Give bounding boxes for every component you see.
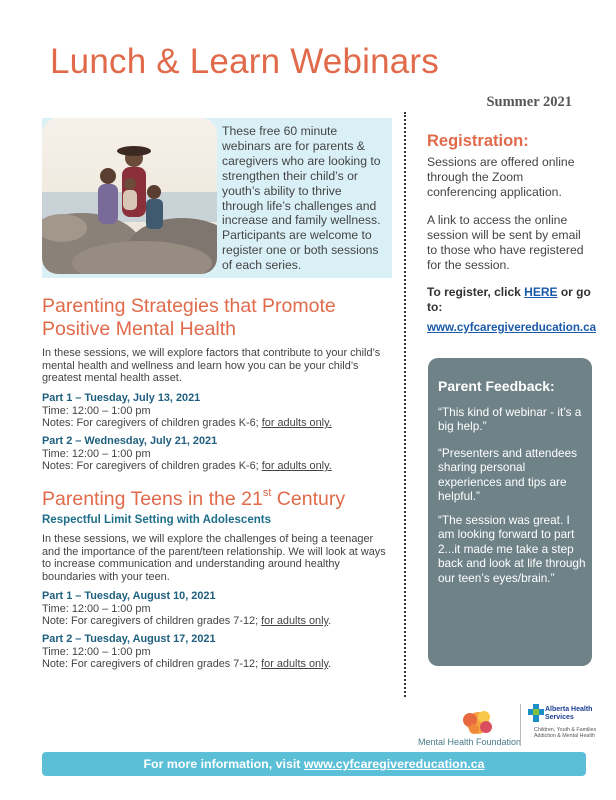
season-label: Summer 2021 — [486, 94, 572, 110]
adults-only-link: for adults only. — [261, 417, 332, 430]
part-time: Time: 12:00 – 1:00 pm — [42, 447, 151, 460]
section2-subtitle: Respectful Limit Setting with Adolescents — [42, 514, 271, 526]
part-time: Time: 12:00 – 1:00 pm — [42, 404, 151, 417]
page-title: Lunch & Learn Webinars — [50, 42, 439, 81]
part-notes: Notes: For caregivers of children grades K-6; — [42, 460, 262, 473]
registration-title: Registration: — [427, 132, 529, 150]
footer-url-link[interactable]: www.cyfcaregivereducation.ca — [303, 757, 485, 771]
registration-para1: Sessions are offered online through the Zoom conferencing application. — [427, 155, 575, 199]
part-heading: Part 2 – Tuesday, August 17, 2021 — [42, 633, 216, 645]
feedback-title: Parent Feedback: — [438, 378, 555, 394]
part-notes: Notes: For caregivers of children grades K-6; — [42, 417, 262, 430]
part-heading: Part 1 – Tuesday, July 13, 2021 — [42, 392, 201, 404]
ahs-cross-icon — [528, 704, 544, 729]
footer-text: For more information, visit www.cyfcaregivereducation.ca — [143, 757, 485, 771]
mental-health-foundation-text: Mental Health Foundation — [418, 737, 522, 747]
adults-only-link: for adults only. — [261, 460, 332, 473]
section1-title: Parenting Strategies that Promote Positive Mental Health — [42, 295, 336, 340]
section2-part2: Part 2 – Tuesday, August 17, 2021 Time: 12:00 – 1:00 pm Note: For caregivers of children grades 7-12; for adults only. — [42, 633, 332, 671]
section1-description: In these sessions, we will explore factors that contribute to your child’s mental health and wellness and learn how you can be your child’s greatest mental health asset. — [42, 347, 381, 385]
registration-url — [427, 321, 596, 334]
part-heading: Part 1 – Tuesday, August 10, 2021 — [42, 590, 216, 602]
registration-para2: A link to access the online session will be sent by email to those who have registered for the session. — [427, 213, 584, 272]
section2-part1: Part 1 – Tuesday, August 10, 2021 Time: 12:00 – 1:00 pm Note: For caregivers of children grades 7-12; for adults only. — [42, 590, 332, 628]
feedback-quote: “Presenters and attendees sharing personal experiences and tips are helpful.” — [438, 446, 578, 504]
part-time: Time: 12:00 – 1:00 pm — [42, 645, 151, 658]
family-photo — [42, 118, 217, 274]
section2-title: Parenting Teens in the 21st Century — [42, 487, 346, 510]
part-notes: Note: For caregivers of children grades 7-12; — [42, 615, 262, 628]
feedback-quote: “The session was great. I am looking forward to part 2...it made me take a step back and look at life through our teen’s eyes/brain.” — [438, 513, 586, 585]
ahs-logo-subtext: Children, Youth & Families Addiction & Mental Health — [534, 727, 597, 739]
register-here-link[interactable]: HERE — [524, 285, 558, 299]
section1-part2 — [42, 435, 332, 473]
feedback-quote: “This kind of webinar - it’s a big help.” — [438, 405, 582, 434]
adults-only-link: for adults only — [261, 658, 329, 671]
adults-only-link: for adults only — [261, 615, 329, 628]
register-instructions: To register, click HERE or go to: — [427, 285, 591, 314]
part-time: Time: 12:00 – 1:00 pm — [42, 602, 151, 615]
section1-part1 — [42, 392, 332, 430]
part-heading: Part 2 – Wednesday, July 21, 2021 — [42, 435, 218, 447]
intro-text: These free 60 minute webinars are for parents & caregivers who are looking to strengthen their child’s or youth’s ability to thrive through life’s challenges and increase and family wellness. Participants are welcome to register one or both sessions of each series. — [222, 124, 381, 273]
ahs-logo-text: Alberta Health Services — [545, 706, 593, 721]
part-notes: Note: For caregivers of children grades 7-12; — [42, 658, 262, 671]
column-divider — [404, 112, 406, 697]
logo-divider — [520, 704, 521, 746]
section2-description: In these sessions, we will explore the challenges of being a teenager and the importance of the parent/teen relationship. We will look at ways to increase communication and understanding around healthy boundaries with your teen. — [42, 533, 386, 583]
registration-url-link[interactable]: www.cyfcaregivereducation.ca — [427, 321, 597, 334]
